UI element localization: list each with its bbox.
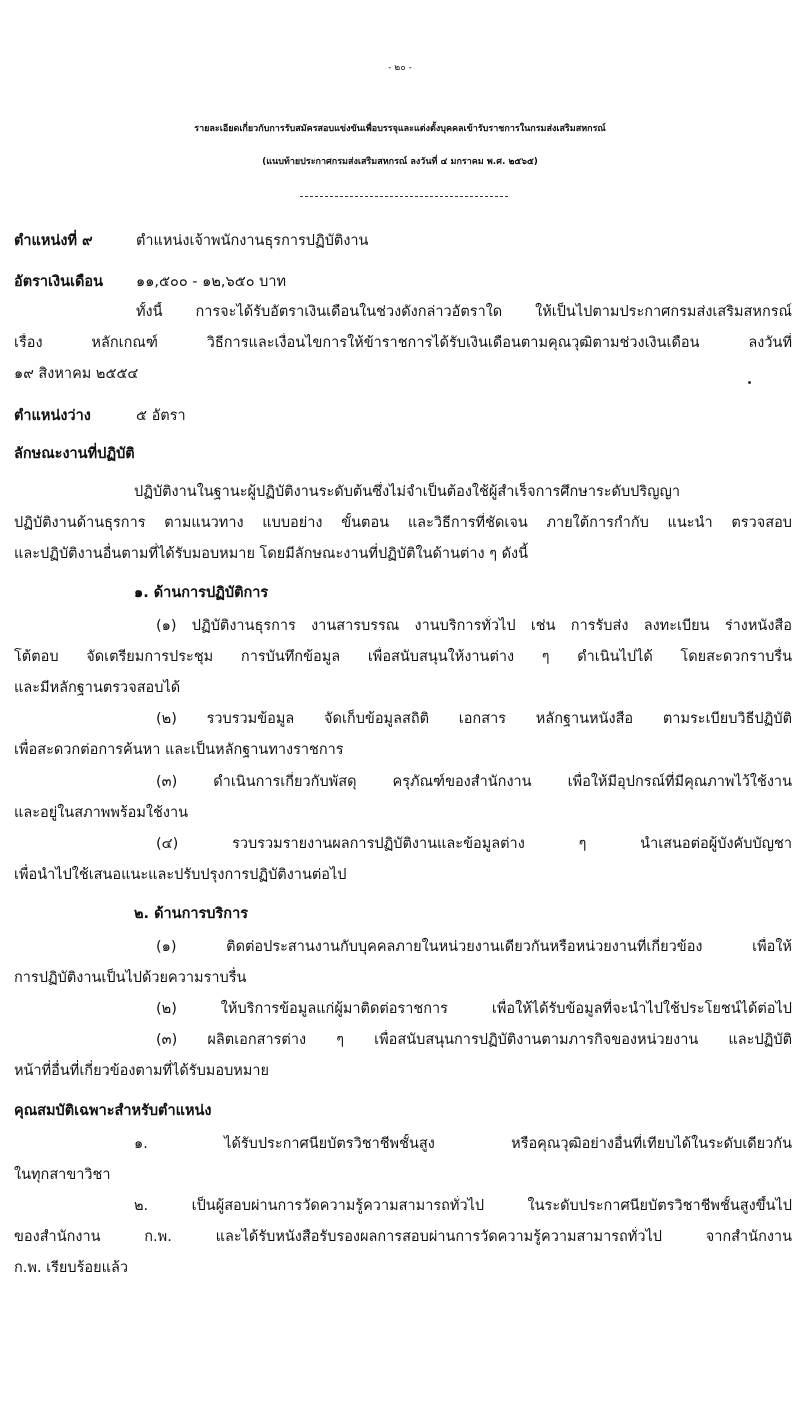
job-nature-intro: ปฏิบัติงานในฐานะผู้ปฏิบัติงานระดับต้นซึ่งไม่จำเป็นต้องใช้ผู้สำเร็จการศึกษาระดับปริญญา (134, 484, 681, 500)
scan-dot (748, 381, 751, 384)
title-divider (300, 196, 508, 197)
section-heading-services: ๒. ด้านการบริการ (134, 906, 248, 922)
document-title: รายละเอียดเกี่ยวกับการรับสมัครสอบแข่งขันเพื่อบรรจุและแต่งตั้งบุคคลเข้ารับราชการในกรมส่งเสริมสหกรณ์ (194, 124, 606, 134)
salary-note-line: ทั้งนี้ การจะได้รับอัตราเงินเดือนในช่วงดังกล่าวอัตราใด ให้เป็นไปตามประกาศกรมส่งเสริมสหกรณ์ (136, 304, 792, 320)
salary-label: อัตราเงินเดือน (14, 274, 103, 290)
document-subtitle: (แนบท้ายประกาศกรมส่งเสริมสหกรณ์ ลงวันที่ ๔ มกราคม พ.ศ. ๒๕๖๕) (262, 157, 538, 167)
qualification-item: ของสำนักงาน ก.พ. และได้รับหนังสือรับรองผลการสอบผ่านการวัดความรู้ความสามารถทั่วไป จากสำนักงาน (14, 1229, 792, 1245)
position-label: ตำแหน่งที่ ๙ (14, 233, 93, 249)
salary-note-line: ๑๙ สิงหาคม ๒๕๕๔ (14, 366, 139, 382)
qualifications-heading: คุณสมบัติเฉพาะสำหรับตำแหน่ง (14, 1103, 212, 1119)
section-item: การปฏิบัติงานเป็นไปด้วยความราบรื่น (14, 970, 247, 986)
section-item: เพื่อนำไปใช้เสนอแนะและปรับปรุงการปฏิบัติงานต่อไป (14, 867, 347, 883)
section-item: และอยู่ในสภาพพร้อมใช้งาน (14, 805, 188, 821)
position-value: ตำแหน่งเจ้าพนักงานธุรการปฏิบัติงาน (136, 233, 369, 249)
section-item: (๓) ดำเนินการเกี่ยวกับพัสดุ ครุภัณฑ์ของสำนักงาน เพื่อให้มีอุปกรณ์ที่มีคุณภาพไว้ใช้งาน (156, 774, 792, 790)
job-nature-intro: และปฏิบัติงานอื่นตามที่ได้รับมอบหมาย โดยมีลักษณะงานที่ปฏิบัติในด้านต่าง ๆ ดังนี้ (14, 546, 529, 562)
section-item: และมีหลักฐานตรวจสอบได้ (14, 680, 181, 696)
section-heading-operations: ๑. ด้านการปฏิบัติการ (134, 585, 269, 601)
section-item: เพื่อสะดวกต่อการค้นหา และเป็นหลักฐานทางราชการ (14, 742, 344, 758)
qualification-item: ๒. เป็นผู้สอบผ่านการวัดความรู้ความสามารถทั่วไป ในระดับประกาศนียบัตรวิชาชีพชั้นสูงขึ้นไป (134, 1198, 792, 1214)
section-item: โต้ตอบ จัดเตรียมการประชุม การบันทึกข้อมูล เพื่อสนับสนุนให้งานต่าง ๆ ดำเนินไปได้ โดยสะดวกราบรื่น (14, 649, 792, 665)
section-item: (๑) ปฏิบัติงานธุรการ งานสารบรรณ งานบริการทั่วไป เช่น การรับส่ง ลงทะเบียน ร่างหนังสือ (156, 618, 792, 634)
salary-note-line: เรื่อง หลักเกณฑ์ วิธีการและเงื่อนไขการให้ข้าราชการได้รับเงินเดือนตามคุณวุฒิตามช่วงเงินเดือน ลงวันที่ (14, 335, 792, 351)
section-item: (๓) ผลิตเอกสารต่าง ๆ เพื่อสนับสนุนการปฏิบัติงานตามภารกิจของหน่วยงาน และปฏิบัติ (156, 1032, 792, 1048)
section-item: หน้าที่อื่นที่เกี่ยวข้องตามที่ได้รับมอบหมาย (14, 1063, 270, 1079)
qualification-item: ๑. ได้รับประกาศนียบัตรวิชาชีพชั้นสูง หรือคุณวุฒิอย่างอื่นที่เทียบได้ในระดับเดียวกัน (134, 1136, 792, 1152)
qualification-item: ก.พ. เรียบร้อยแล้ว (14, 1260, 128, 1276)
section-item: (๒) ให้บริการข้อมูลแก่ผู้มาติดต่อราชการ เพื่อให้ได้รับข้อมูลที่จะนำไปใช้ประโยชน์ได้ต่อไป (156, 1001, 792, 1017)
page-number: - ๒๐ - (388, 63, 412, 73)
job-nature-intro: ปฏิบัติงานด้านธุรการ ตามแนวทาง แบบอย่าง ขั้นตอน และวิธีการที่ชัดเจน ภายใต้การกำกับ แนะนำ ตรวจสอบ (14, 515, 792, 531)
section-item: (๔) รวบรวมรายงานผลการปฏิบัติงานและข้อมูลต่าง ๆ นำเสนอต่อผู้บังคับบัญชา (156, 836, 792, 852)
job-nature-heading: ลักษณะงานที่ปฏิบัติ (14, 446, 135, 462)
qualification-item: ในทุกสาขาวิชา (14, 1167, 111, 1183)
vacancy-label: ตำแหน่งว่าง (14, 408, 91, 424)
section-item: (๒) รวบรวมข้อมูล จัดเก็บข้อมูลสถิติ เอกสาร หลักฐานหนังสือ ตามระเบียบวิธีปฏิบัติ (156, 711, 792, 727)
salary-value: ๑๑,๕๐๐ - ๑๒,๖๕๐ บาท (136, 274, 287, 290)
vacancy-value: ๕ อัตรา (136, 408, 186, 424)
section-item: (๑) ติดต่อประสานงานกับบุคคลภายในหน่วยงานเดียวกันหรือหน่วยงานที่เกี่ยวข้อง เพื่อให้ (156, 939, 792, 955)
